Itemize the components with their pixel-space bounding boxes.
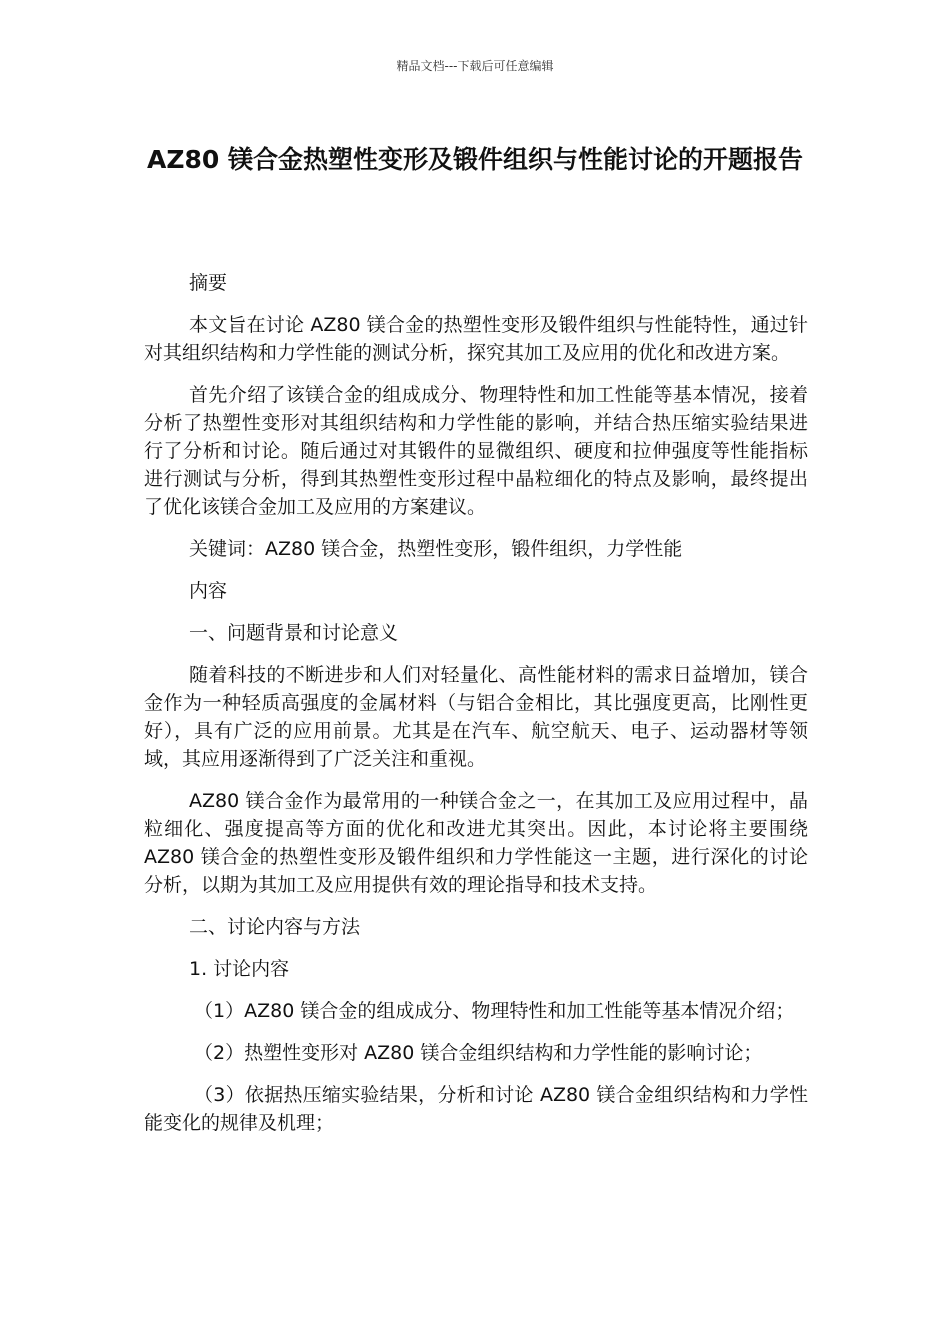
keywords: 关键词：AZ80 镁合金，热塑性变形，锻件组织，力学性能 xyxy=(189,538,683,560)
abstract-heading: 摘要 xyxy=(189,272,228,294)
document-body xyxy=(144,269,808,1151)
content-item-3: （3）依据热压缩实验结果，分析和讨论 AZ80 镁合金组织结构和力学性能变化的规律及机理； xyxy=(144,1084,808,1134)
abstract-paragraph-1: 本文旨在讨论 AZ80 镁合金的热塑性变形及锻件组织与性能特性，通过针对其组织结构和力学性能的测试分析，探究其加工及应用的优化和改进方案。 xyxy=(144,314,808,364)
section-1-heading: 一、问题背景和讨论意义 xyxy=(189,622,399,644)
content-heading: 内容 xyxy=(189,580,228,602)
document-title: AZ80 镁合金热塑性变形及锻件组织与性能讨论的开题报告 xyxy=(147,145,803,174)
section-2-heading: 二、讨论内容与方法 xyxy=(189,916,361,938)
section-1-paragraph-1: 随着科技的不断进步和人们对轻量化、高性能材料的需求日益增加，镁合金作为一种轻质高强度的金属材料（与铝合金相比，其比强度更高，比刚性更好），具有广泛的应用前景。尤其是在汽车、航空航天、电子、运动器材等领域，其应用逐渐得到了广泛关注和重视。 xyxy=(144,664,808,770)
subsection-1-heading: 1. 讨论内容 xyxy=(189,958,290,980)
header-note: 精品文档---下载后可任意编辑 xyxy=(396,59,554,73)
content-item-1: （1）AZ80 镁合金的组成成分、物理特性和加工性能等基本情况介绍； xyxy=(194,1000,795,1022)
abstract-paragraph-2: 首先介绍了该镁合金的组成成分、物理特性和加工性能等基本情况，接着分析了热塑性变形对其组织结构和力学性能的影响，并结合热压缩实验结果进行了分析和讨论。随后通过对其锻件的显微组织、硬度和拉伸强度等性能指标进行测试与分析，得到其热塑性变形过程中晶粒细化的特点及影响，最终提出了优化该镁合金加工及应用的方案建议。 xyxy=(144,384,808,518)
section-1-paragraph-2: AZ80 镁合金作为最常用的一种镁合金之一，在其加工及应用过程中，晶粒细化、强度提高等方面的优化和改进尤其突出。因此，本讨论将主要围绕 AZ80 镁合金的热塑性变形及锻件组织和力学性能这一主题，进行深化的讨论分析，以期为其加工及应用提供有效的理论指导和技术支持。 xyxy=(144,790,808,896)
content-item-2: （2）热塑性变形对 AZ80 镁合金组织结构和力学性能的影响讨论； xyxy=(194,1042,763,1064)
